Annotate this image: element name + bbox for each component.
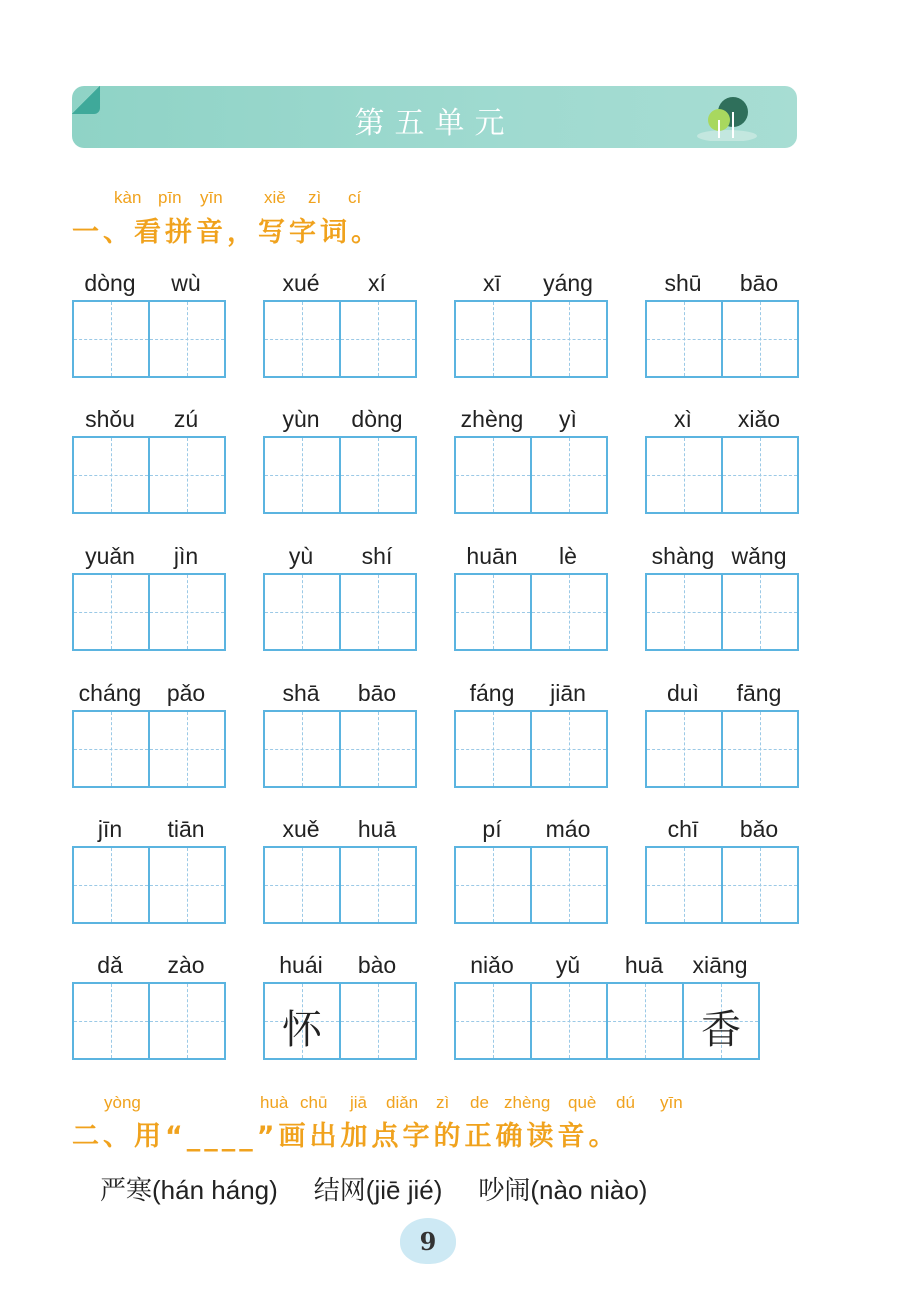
pinyin-syllable: xué bbox=[282, 270, 320, 296]
pinyin-syllable: lè bbox=[559, 543, 577, 569]
pinyin-annotation: zì bbox=[436, 1093, 450, 1112]
pinyin-syllable: jìn bbox=[173, 543, 199, 569]
pinyin-row bbox=[645, 816, 797, 843]
character-writing-box[interactable] bbox=[263, 710, 341, 788]
character-writing-box[interactable] bbox=[454, 846, 532, 924]
pinyin-syllable: shí bbox=[361, 543, 393, 569]
character-box-group bbox=[645, 573, 797, 651]
pinyin-annotation: yīn bbox=[660, 1093, 683, 1112]
dotted-word: 结网 bbox=[313, 1175, 366, 1205]
pinyin-annotation: kàn bbox=[114, 188, 142, 207]
character-writing-box[interactable] bbox=[530, 710, 608, 788]
character-writing-box[interactable] bbox=[721, 573, 799, 651]
character-writing-box[interactable] bbox=[645, 710, 723, 788]
pinyin-syllable: yì bbox=[559, 406, 577, 432]
character-box-group bbox=[72, 846, 224, 924]
character-box-group bbox=[645, 300, 797, 378]
pinyin-syllable: bāo bbox=[739, 270, 779, 296]
character-writing-box[interactable] bbox=[148, 710, 226, 788]
character-box-group bbox=[72, 573, 224, 651]
pinyin-annotation: què bbox=[568, 1093, 597, 1112]
pinyin-syllable: zú bbox=[173, 406, 199, 432]
pinyin-syllable: zhèng bbox=[460, 406, 524, 432]
pinyin-syllable: huái bbox=[279, 952, 323, 978]
pinyin-syllable: huā bbox=[624, 952, 664, 978]
pinyin-syllable: fāng bbox=[736, 680, 782, 706]
pinyin-syllable: tiān bbox=[167, 816, 205, 842]
character-writing-box[interactable] bbox=[263, 573, 341, 651]
pinyin-syllable: shàng bbox=[651, 543, 715, 569]
character-box-group bbox=[454, 710, 606, 788]
reading-choice-item[interactable] bbox=[314, 1175, 443, 1205]
tree-icon bbox=[697, 96, 757, 141]
character-box-group bbox=[454, 300, 606, 378]
pinyin-row bbox=[72, 406, 224, 433]
pinyin-annotation: huà bbox=[260, 1093, 289, 1112]
character-writing-box[interactable] bbox=[339, 436, 417, 514]
dotted-word: 严寒 bbox=[100, 1175, 153, 1205]
character-box-group bbox=[645, 710, 797, 788]
pinyin-row bbox=[645, 543, 797, 570]
pinyin-row bbox=[645, 406, 797, 433]
character-writing-box[interactable] bbox=[72, 710, 150, 788]
page-number: 9 bbox=[400, 1218, 456, 1264]
given-character: 怀 bbox=[282, 1007, 322, 1053]
pinyin-syllable: yù bbox=[288, 543, 314, 569]
pinyin-syllable: dòng bbox=[351, 406, 403, 432]
character-writing-box[interactable] bbox=[530, 300, 608, 378]
character-box-group bbox=[645, 436, 797, 514]
pinyin-row bbox=[263, 680, 415, 707]
pinyin-syllable: shū bbox=[664, 270, 702, 296]
reading-choice-item[interactable] bbox=[478, 1175, 647, 1205]
pinyin-syllable: máo bbox=[545, 816, 591, 842]
pinyin-syllable: bāo bbox=[357, 680, 397, 706]
character-box-group bbox=[263, 846, 415, 924]
character-box-group bbox=[72, 982, 224, 1060]
character-writing-box[interactable] bbox=[721, 300, 799, 378]
character-writing-box[interactable] bbox=[645, 846, 723, 924]
question-2-items bbox=[100, 1170, 647, 1207]
pinyin-syllable: dǎ bbox=[97, 952, 123, 978]
pinyin-row bbox=[72, 816, 224, 843]
pinyin-syllable: huān bbox=[466, 543, 518, 569]
character-writing-box[interactable] bbox=[148, 573, 226, 651]
character-box-group bbox=[645, 846, 797, 924]
character-writing-box[interactable] bbox=[721, 710, 799, 788]
character-writing-box[interactable] bbox=[148, 436, 226, 514]
pinyin-syllable: bǎo bbox=[739, 816, 779, 842]
character-box-group bbox=[263, 436, 415, 514]
character-box-group bbox=[454, 436, 606, 514]
pinyin-row bbox=[645, 270, 797, 297]
character-writing-box[interactable] bbox=[682, 982, 760, 1060]
character-writing-box[interactable] bbox=[148, 300, 226, 378]
pinyin-row bbox=[263, 270, 415, 297]
character-writing-box[interactable] bbox=[339, 300, 417, 378]
pinyin-annotation: de bbox=[470, 1093, 489, 1112]
pinyin-syllable: shǒu bbox=[85, 406, 135, 432]
pinyin-syllable: xiāng bbox=[692, 952, 748, 978]
character-writing-box[interactable] bbox=[263, 436, 341, 514]
character-writing-box[interactable] bbox=[339, 573, 417, 651]
pinyin-annotation: yòng bbox=[104, 1093, 141, 1112]
pinyin-row bbox=[454, 270, 606, 297]
pinyin-syllable: pǎo bbox=[166, 680, 206, 706]
pronunciation-options[interactable]: (hán háng) bbox=[152, 1175, 278, 1205]
pinyin-syllable: xí bbox=[368, 270, 386, 296]
character-writing-box[interactable] bbox=[72, 846, 150, 924]
character-writing-box[interactable] bbox=[454, 573, 532, 651]
character-writing-box[interactable] bbox=[645, 300, 723, 378]
pinyin-syllable: wù bbox=[171, 270, 201, 296]
character-writing-box[interactable] bbox=[721, 436, 799, 514]
pinyin-syllable: wǎng bbox=[731, 543, 787, 569]
character-writing-box[interactable] bbox=[72, 300, 150, 378]
pinyin-syllable: niǎo bbox=[470, 952, 514, 978]
pinyin-row bbox=[454, 543, 606, 570]
pinyin-syllable: chī bbox=[667, 816, 699, 842]
character-box-group bbox=[454, 846, 606, 924]
pinyin-syllable: yǔ bbox=[555, 952, 581, 978]
character-writing-box[interactable] bbox=[454, 436, 532, 514]
character-box-group bbox=[263, 710, 415, 788]
reading-choice-item[interactable] bbox=[100, 1175, 278, 1205]
pinyin-syllable: bào bbox=[357, 952, 397, 978]
unit-title: 第五单元 bbox=[354, 106, 515, 141]
pinyin-row bbox=[454, 952, 758, 979]
pinyin-annotation: dú bbox=[616, 1093, 635, 1112]
pinyin-syllable: shā bbox=[282, 680, 320, 706]
dotted-word: 吵闹 bbox=[478, 1175, 531, 1205]
character-writing-box[interactable] bbox=[263, 846, 341, 924]
pinyin-annotation: zhèng bbox=[504, 1093, 551, 1112]
pinyin-syllable: dòng bbox=[84, 270, 136, 296]
character-box-group bbox=[72, 710, 224, 788]
pinyin-row bbox=[454, 680, 606, 707]
pinyin-row bbox=[263, 543, 415, 570]
character-writing-box[interactable] bbox=[263, 982, 341, 1060]
pronunciation-options[interactable]: (jiē jié) bbox=[365, 1175, 443, 1205]
character-writing-box[interactable] bbox=[530, 982, 608, 1060]
character-box-group bbox=[454, 982, 758, 1060]
character-writing-box[interactable] bbox=[148, 846, 226, 924]
pinyin-annotation: diǎn bbox=[386, 1093, 419, 1112]
pinyin-row bbox=[263, 952, 415, 979]
pinyin-row bbox=[72, 680, 224, 707]
pinyin-syllable: cháng bbox=[78, 680, 142, 706]
pinyin-row bbox=[72, 543, 224, 570]
pinyin-row bbox=[72, 952, 224, 979]
character-box-group bbox=[72, 300, 224, 378]
character-box-group bbox=[263, 982, 415, 1060]
question-2-title: 二、用“____”画出加点字的正确读音。 bbox=[72, 1121, 620, 1152]
character-writing-box[interactable] bbox=[454, 710, 532, 788]
given-character: 香 bbox=[701, 1007, 741, 1053]
pinyin-annotation: zì bbox=[308, 188, 322, 207]
pinyin-row bbox=[645, 680, 797, 707]
question-1-title: 一、看拼音，写字词。 bbox=[72, 217, 382, 248]
character-writing-box[interactable] bbox=[339, 710, 417, 788]
pinyin-annotation: jiā bbox=[350, 1093, 368, 1112]
character-writing-box[interactable] bbox=[530, 573, 608, 651]
pinyin-syllable: xuě bbox=[282, 816, 320, 842]
pinyin-syllable: fáng bbox=[469, 680, 515, 706]
character-writing-box[interactable] bbox=[72, 982, 150, 1060]
character-writing-box[interactable] bbox=[72, 436, 150, 514]
pinyin-syllable: xī bbox=[483, 270, 501, 296]
character-writing-box[interactable] bbox=[645, 436, 723, 514]
pinyin-syllable: huā bbox=[357, 816, 397, 842]
pinyin-syllable: yáng bbox=[543, 270, 593, 296]
character-writing-box[interactable] bbox=[339, 846, 417, 924]
unit-banner bbox=[72, 86, 797, 148]
character-writing-box[interactable] bbox=[454, 982, 532, 1060]
pinyin-syllable: yuǎn bbox=[85, 543, 135, 569]
pinyin-annotation: xiě bbox=[264, 188, 286, 207]
character-writing-box[interactable] bbox=[530, 436, 608, 514]
character-box-group bbox=[263, 573, 415, 651]
pinyin-syllable: jiān bbox=[550, 680, 586, 706]
character-writing-box[interactable] bbox=[263, 300, 341, 378]
pinyin-annotation: cí bbox=[348, 188, 362, 207]
character-writing-box[interactable] bbox=[454, 300, 532, 378]
pinyin-annotation: chū bbox=[300, 1093, 328, 1112]
pinyin-row bbox=[263, 406, 415, 433]
pinyin-syllable: xiǎo bbox=[737, 406, 781, 432]
pinyin-row bbox=[263, 816, 415, 843]
pinyin-row bbox=[454, 816, 606, 843]
pinyin-syllable: zào bbox=[167, 952, 205, 978]
character-box-group bbox=[454, 573, 606, 651]
pinyin-annotation: pīn bbox=[158, 188, 182, 207]
pinyin-syllable: jīn bbox=[97, 816, 123, 842]
character-writing-box[interactable] bbox=[645, 573, 723, 651]
pinyin-syllable: pí bbox=[482, 816, 502, 842]
pinyin-syllable: xì bbox=[674, 406, 692, 432]
character-writing-box[interactable] bbox=[721, 846, 799, 924]
character-box-group bbox=[72, 436, 224, 514]
character-box-group bbox=[263, 300, 415, 378]
pinyin-row bbox=[72, 270, 224, 297]
character-writing-box[interactable] bbox=[606, 982, 684, 1060]
character-writing-box[interactable] bbox=[530, 846, 608, 924]
pinyin-syllable: yùn bbox=[282, 406, 320, 432]
character-writing-box[interactable] bbox=[72, 573, 150, 651]
character-writing-box[interactable] bbox=[148, 982, 226, 1060]
character-writing-box[interactable] bbox=[339, 982, 417, 1060]
pinyin-annotation: yīn bbox=[200, 188, 223, 207]
pronunciation-options[interactable]: (nào niào) bbox=[530, 1175, 648, 1205]
pinyin-row bbox=[454, 406, 606, 433]
pinyin-syllable: duì bbox=[667, 680, 699, 706]
